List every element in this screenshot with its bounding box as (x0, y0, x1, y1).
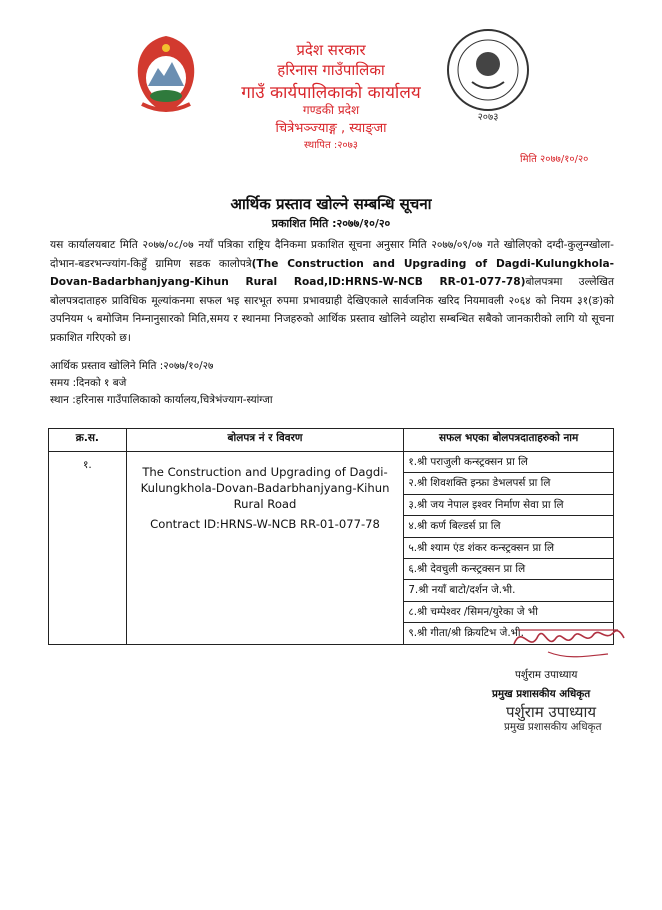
table-header-row (49, 429, 614, 452)
notice-body (50, 236, 614, 348)
bidder-item: ८.श्री चम्पेश्वर /सिमन/युरेका जे भी (404, 602, 613, 623)
published-date: प्रकाशित मिति :२०७७/१०/२० (271, 217, 391, 230)
bidder-item: ४.श्री कर्ण बिल्डर्स प्रा लि (404, 516, 613, 537)
bidder-item: ६.श्री देवचुली कन्स्ट्रक्सन प्रा लि (404, 559, 613, 580)
header-serial: क्र.स. (49, 429, 127, 452)
row-description (126, 452, 404, 645)
header-province: गण्डकी प्रदेश (302, 103, 360, 117)
header-municipality: हरिनास गाउँपालिका (277, 61, 385, 79)
issue-date: मिति २०७७/१०/२० (520, 154, 589, 165)
opening-place: स्थान :हरिनास गाउँपालिकाको कार्यालय,चित्रेभंज्याग-स्यांग्जा (50, 394, 273, 406)
header-description: बोलपत्र नं र विवरण (126, 429, 404, 452)
header-office: गाउँ कार्यपालिकाको कार्यालय (241, 83, 421, 103)
signatory-name: पर्शुराम उपाध्याय (515, 669, 578, 681)
body-project-name: (The Construction and Upgrading of Dagdi-Kulungkhola-Dovan-Badarbhanjyang-Kihun Rural Road,ID:HRNS-W-NCB RR-01-077-78) (50, 257, 614, 289)
header-established: स्थापित :२०७३ (304, 140, 358, 151)
opening-date: आर्थिक प्रस्ताव खोलिने मिति :२०७७/१०/२७ (50, 360, 214, 372)
project-description: The Construction and Upgrading of Dagdi-Kulungkhola-Dovan-Badarbhanjyang-Kihun Rural Road (140, 465, 390, 512)
row-serial: १. (49, 452, 127, 645)
bidder-item: १.श्री पराजुली कन्स्ट्रक्सन प्रा लि (404, 452, 613, 473)
contract-id: Contract ID:HRNS-W-NCB RR-01-077-78 (150, 516, 380, 531)
bidder-item: २.श्री शिवशक्ति इन्फ्रा डेभलपर्स प्रा लि (404, 473, 613, 494)
header-location: चित्रेभञ्ज्याङ्ग , स्याङ्जा (275, 121, 387, 136)
header-government: प्रदेश सरकार (296, 41, 366, 59)
stamp-year: २०७३ (477, 112, 499, 123)
body-part2: बोलपत्रमा उल्लेखित बोलपत्रदाताहरु प्राविधिक मूल्यांकनमा सफल भइ सारभूत रुपमा प्रभावग्राही देखिएकाले सार्वजनिक खरिद नियमावली २०६४ को नियम ३१(ङ)को उपनियम ५ बमोजिम निम्नानुसारको मिति,समय र स्थानमा निजहरुको आर्थिक प्रस्ताव खोलिने व्यहोरा सम्बन्धित सबैको जानकारीको लागि यो सूचना प्रकाशित गरिएको छ। (50, 276, 614, 344)
notice-title: आर्थिक प्रस्ताव खोल्ने सम्बन्धि सूचना (230, 195, 432, 213)
signatory-title: प्रमुख प्रशासकीय अधिकृत (492, 688, 591, 700)
bidders-table (48, 428, 614, 645)
name-stamp: पर्शुराम उपाध्याय (506, 703, 597, 721)
bidder-item: ९.श्री गीता/श्री क्रियटिभ जे.भी. (408, 627, 524, 640)
body-part1: यस कार्यालयबाट मिति २०७७/०८/०७ नयाँ पत्रिका राष्ट्रिय दैनिकमा प्रकाशित सूचना अनुसार मिति २०७७/०९/०७ गते खोलिएको दग्दी-कुलुन्ग्खोला-दोभान-बडरभन्ज्यांग-किहुँ ग्रामिण सडक कालोपत्रे (50, 239, 614, 270)
bidder-item: 7.श्री नयाँ बाटो/दर्शन जे.भी. (404, 580, 613, 601)
bidder-item: ३.श्री जय नेपाल इश्वर निर्माण सेवा प्रा लि (404, 495, 613, 516)
header-bidders: सफल भएका बोलपत्रदाताहरुको नाम (404, 429, 614, 452)
handwritten-signature (508, 614, 628, 670)
bidder-item: ५.श्री श्याम एंड शंकर कन्स्ट्रक्सन प्रा लि (404, 538, 613, 559)
opening-time: समय :दिनको १ बजे (50, 377, 127, 389)
office-seal-icon (438, 24, 538, 124)
title-stamp: प्रमुख प्रशासकीय अधिकृत (504, 721, 602, 733)
